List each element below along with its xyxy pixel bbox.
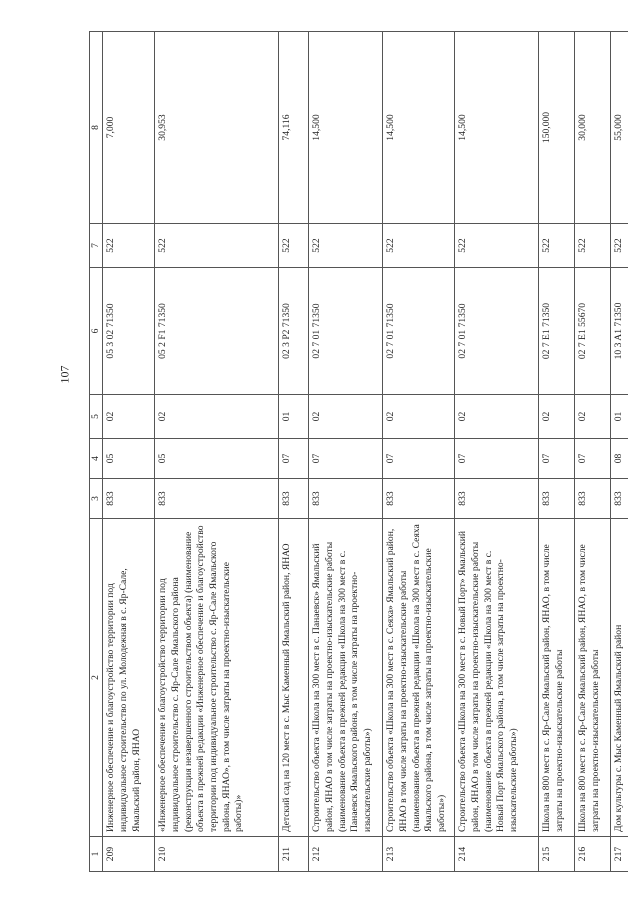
code-3: 833 <box>383 479 455 519</box>
code-6: 02 7 E1 55670 <box>575 268 611 395</box>
code-5: 02 <box>309 395 383 439</box>
table-row <box>611 32 628 872</box>
rotated-sheet <box>89 32 625 872</box>
table-row <box>309 32 383 872</box>
object-name: Строительство объекта «Школа на 300 мест в с. Новый Порт» Ямальский район, ЯНАО в том числе затраты на проектно-изыскательские работы (наименование объекта в прежней редакции «Школа на 300 мест в с. Новый Порт Ямальского района, в том числе затраты на проектно-изыскательские работы») <box>455 519 539 837</box>
rotated-content <box>89 32 625 872</box>
code-5: 02 <box>103 395 155 439</box>
row-number: 211 <box>279 837 309 872</box>
code-4: 07 <box>455 439 539 479</box>
row-number: 210 <box>155 837 279 872</box>
header-cell-6: 6 <box>90 268 103 395</box>
code-5: 02 <box>455 395 539 439</box>
code-7: 522 <box>279 224 309 268</box>
code-3: 833 <box>103 479 155 519</box>
code-3: 833 <box>155 479 279 519</box>
row-number: 217 <box>611 837 628 872</box>
table-row <box>575 32 611 872</box>
object-name: Строительство объекта «Школа на 300 мест в с. Сеяха» Ямальский район, ЯНАО в том числе затраты на проектно-изыскательские работы (наименование объекта в прежней редакции «Школа на 300 мест в с. Сеяха Ямальского района, в том числе затраты на проектно-изыскательские работы») <box>383 519 455 837</box>
table-row <box>383 32 455 872</box>
code-5: 02 <box>155 395 279 439</box>
amount: 150,000 <box>539 32 575 224</box>
table-row <box>279 32 309 872</box>
page-number-text: 107 <box>57 365 72 383</box>
object-name: Школа на 800 мест в с. Яр-Сале Ямальский район, ЯНАО, в том числе затраты на проектно-изыскательские работы <box>575 519 611 837</box>
code-7: 522 <box>539 224 575 268</box>
code-4: 07 <box>539 439 575 479</box>
code-7: 522 <box>103 224 155 268</box>
table-row <box>455 32 539 872</box>
table-row <box>103 32 155 872</box>
amount: 14,500 <box>455 32 539 224</box>
code-5: 01 <box>279 395 309 439</box>
row-number: 216 <box>575 837 611 872</box>
row-number: 212 <box>309 837 383 872</box>
header-row <box>90 32 103 872</box>
code-6: 02 7 E1 71350 <box>539 268 575 395</box>
row-number: 215 <box>539 837 575 872</box>
code-6: 02 7 01 71350 <box>383 268 455 395</box>
code-6: 02 7 01 71350 <box>309 268 383 395</box>
code-7: 522 <box>611 224 628 268</box>
row-number: 213 <box>383 837 455 872</box>
object-name: Дом культуры с. Мыс Каменный Ямальский район <box>611 519 628 837</box>
amount: 30,000 <box>575 32 611 224</box>
code-4: 05 <box>155 439 279 479</box>
amount: 55,000 <box>611 32 628 224</box>
amount: 30,953 <box>155 32 279 224</box>
code-6: 02 3 P2 71350 <box>279 268 309 395</box>
header-cell-3: 3 <box>90 479 103 519</box>
code-5: 02 <box>383 395 455 439</box>
header-cell-1: 1 <box>90 837 103 872</box>
amount: 74,116 <box>279 32 309 224</box>
amount: 14,500 <box>309 32 383 224</box>
amount: 7,000 <box>103 32 155 224</box>
code-3: 833 <box>309 479 383 519</box>
object-name: Детский сад на 120 мест в с. Мыс Каменный Ямальский район, ЯНАО <box>279 519 309 837</box>
code-4: 07 <box>575 439 611 479</box>
object-name: «Инженерное обеспечение и благоустройство территории под индивидуальное строительство с. Яр-Сале Ямальского района (реконструкция незавершенного строительством объекта) (наименование объекта в прежней редакции «Инженерное обеспечение и благоустройство территории под индивидуальное строительство с. Яр-Сале Ямальского района, ЯНАО», в том числе затраты на проектно-изыскательские работы)» <box>155 519 279 837</box>
code-3: 833 <box>539 479 575 519</box>
code-5: 02 <box>539 395 575 439</box>
code-7: 522 <box>155 224 279 268</box>
code-3: 833 <box>611 479 628 519</box>
code-3: 833 <box>455 479 539 519</box>
header-cell-8: 8 <box>90 32 103 224</box>
table-row <box>539 32 575 872</box>
object-name: Школа на 800 мест в с. Яр-Сале Ямальский район, ЯНАО, в том числе затраты на проектно-изыскательские работы <box>539 519 575 837</box>
code-6: 02 7 01 71350 <box>455 268 539 395</box>
object-name: Строительство объекта «Школа на 300 мест в с. Панаевск» Ямальский район, ЯНАО в том числе затраты на проектно-изыскательские работы (наименование объекта в прежней редакции «Школа на 300 мест в с. Панаевск Ямальского района, в том числе затраты на проектно-изыскательские работы») <box>309 519 383 837</box>
table-row <box>155 32 279 872</box>
code-4: 07 <box>279 439 309 479</box>
code-4: 08 <box>611 439 628 479</box>
code-7: 522 <box>383 224 455 268</box>
code-6: 10 3 A1 71350 <box>611 268 628 395</box>
header-cell-7: 7 <box>90 224 103 268</box>
code-5: 01 <box>611 395 628 439</box>
row-number: 214 <box>455 837 539 872</box>
row-number: 209 <box>103 837 155 872</box>
code-4: 07 <box>309 439 383 479</box>
code-3: 833 <box>279 479 309 519</box>
amount: 14,500 <box>383 32 455 224</box>
code-7: 522 <box>575 224 611 268</box>
code-4: 07 <box>383 439 455 479</box>
code-4: 05 <box>103 439 155 479</box>
header-cell-4: 4 <box>90 439 103 479</box>
budget-table <box>89 31 628 872</box>
header-cell-5: 5 <box>90 395 103 439</box>
page-number <box>51 360 79 388</box>
header-cell-2: 2 <box>90 519 103 837</box>
code-6: 05 2 F1 71350 <box>155 268 279 395</box>
object-name: Инженерное обеспечение и благоустройство территории под индивидуальное строительство по ул. Молодежная в с. Яр-Сале, Ямальский район, ЯНАО <box>103 519 155 837</box>
code-5: 02 <box>575 395 611 439</box>
code-3: 833 <box>575 479 611 519</box>
code-7: 522 <box>455 224 539 268</box>
code-7: 522 <box>309 224 383 268</box>
code-6: 05 3 02 71350 <box>103 268 155 395</box>
